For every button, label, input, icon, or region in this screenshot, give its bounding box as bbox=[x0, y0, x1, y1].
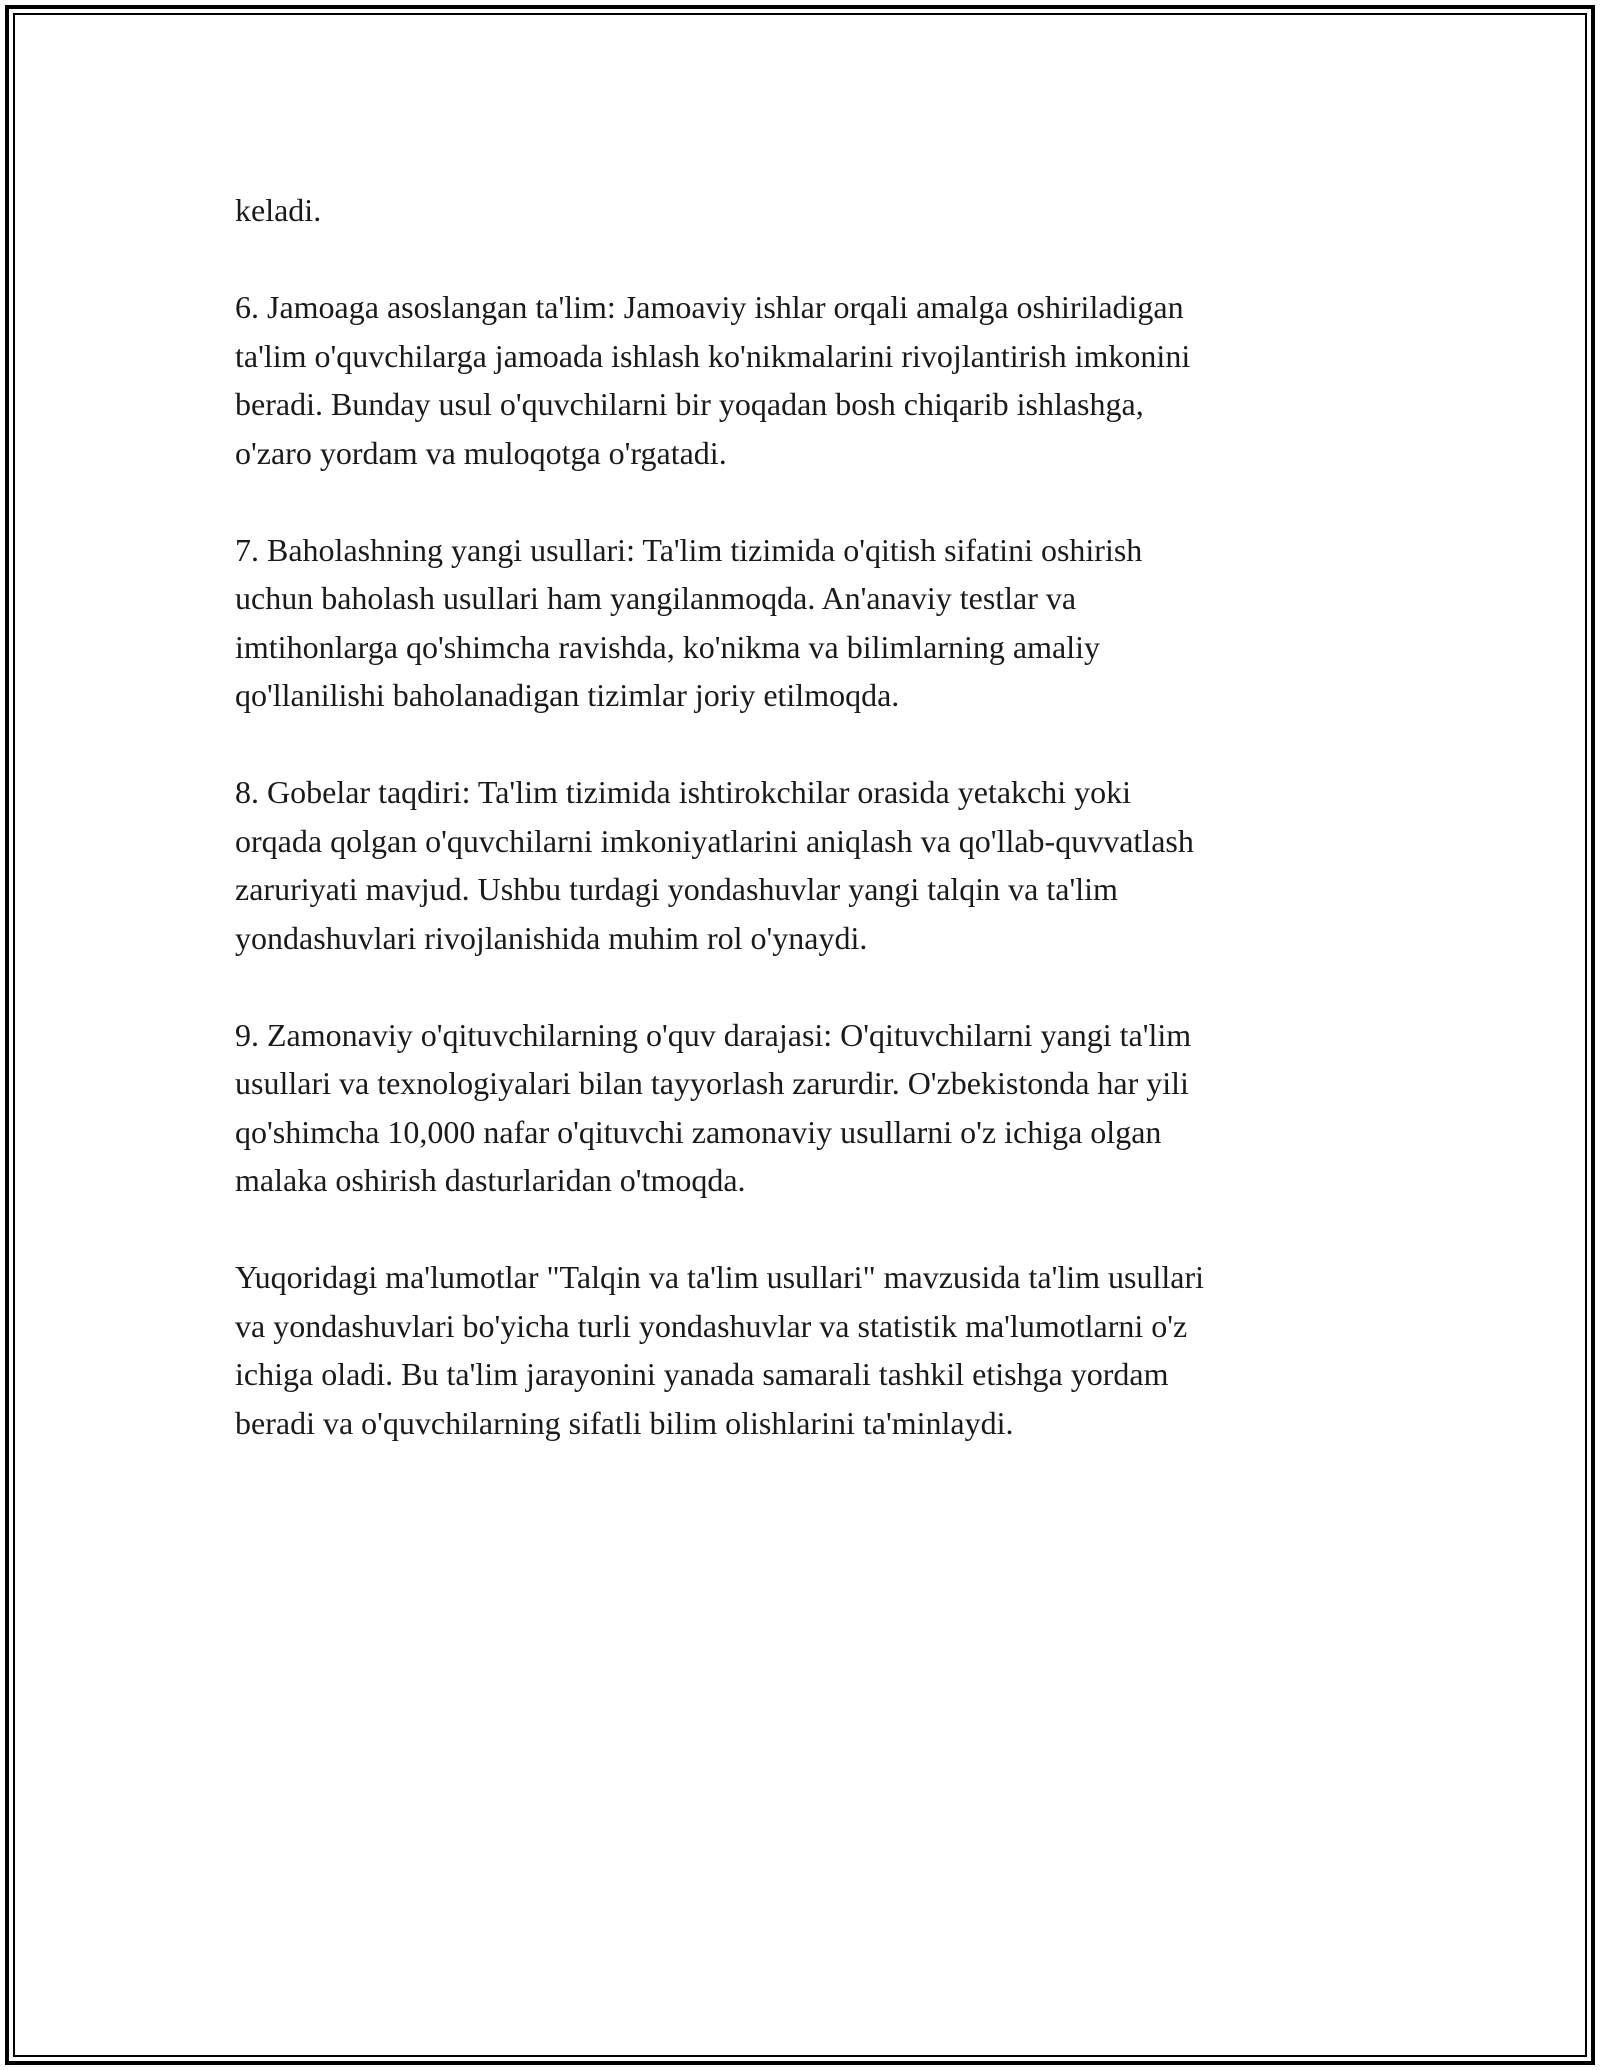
paragraph-item-9: 9. Zamonaviy o'qituvchilarning o'quv darajasi: O'qituvchilarni yangi ta'lim usullari va texnologiyalari bilan tayyorlash zarurdir. O'zbekistonda har yili qo'shimcha 10,000 nafar o'qituvchi zamonaviy usullarni o'z ichiga olgan malaka oshirish dasturlaridan o'tmoqda. bbox=[235, 1016, 1192, 1198]
document-body bbox=[235, 186, 1375, 1496]
paragraph-item-8: 8. Gobelar taqdiri: Ta'lim tizimida ishtirokchilar orasida yetakchi yoki orqada qolgan o'quvchilarni imkoniyatlarini aniqlash va qo'llab-quvvatlash zaruriyati mavjud. Ushbu turdagi yondashuvlar yangi talqin va ta'lim yondashuvlari rivojlanishida muhim rol o'ynaydi. bbox=[235, 774, 1194, 956]
paragraph-item-7: 7. Baholashning yangi usullari: Ta'lim tizimida o'qitish sifatini oshirish uchun baholash usullari ham yangilanmoqda. An'anaviy testlar va imtihonlarga qo'shimcha ravishda, ko'nikma va bilimlarning amaliy qo'llanilishi baholanadigan tizimlar joriy etilmoqda. bbox=[235, 531, 1143, 713]
paragraph-conclusion: Yuqoridagi ma'lumotlar "Talqin va ta'lim usullari" mavzusida ta'lim usullari va yondashuvlari bo'yicha turli yondashuvlar va statistik ma'lumotlarni o'z ichiga oladi. Bu ta'lim jarayonini yanada samarali tashkil etishga yordam beradi va o'quvchilarning sifatli bilim olishlarini ta'minlaydi. bbox=[235, 1259, 1204, 1441]
paragraph-continuation: keladi. bbox=[235, 192, 322, 228]
paragraph-item-6: 6. Jamoaga asoslangan ta'lim: Jamoaviy ishlar orqali amalga oshiriladigan ta'lim o'quvchilarga jamoada ishlash ko'nikmalarini rivojlantirish imkonini beradi. Bunday usul o'quvchilarni bir yoqadan bosh chiqarib ishlashga, o'zaro yordam va muloqotga o'rgatadi. bbox=[235, 289, 1191, 471]
